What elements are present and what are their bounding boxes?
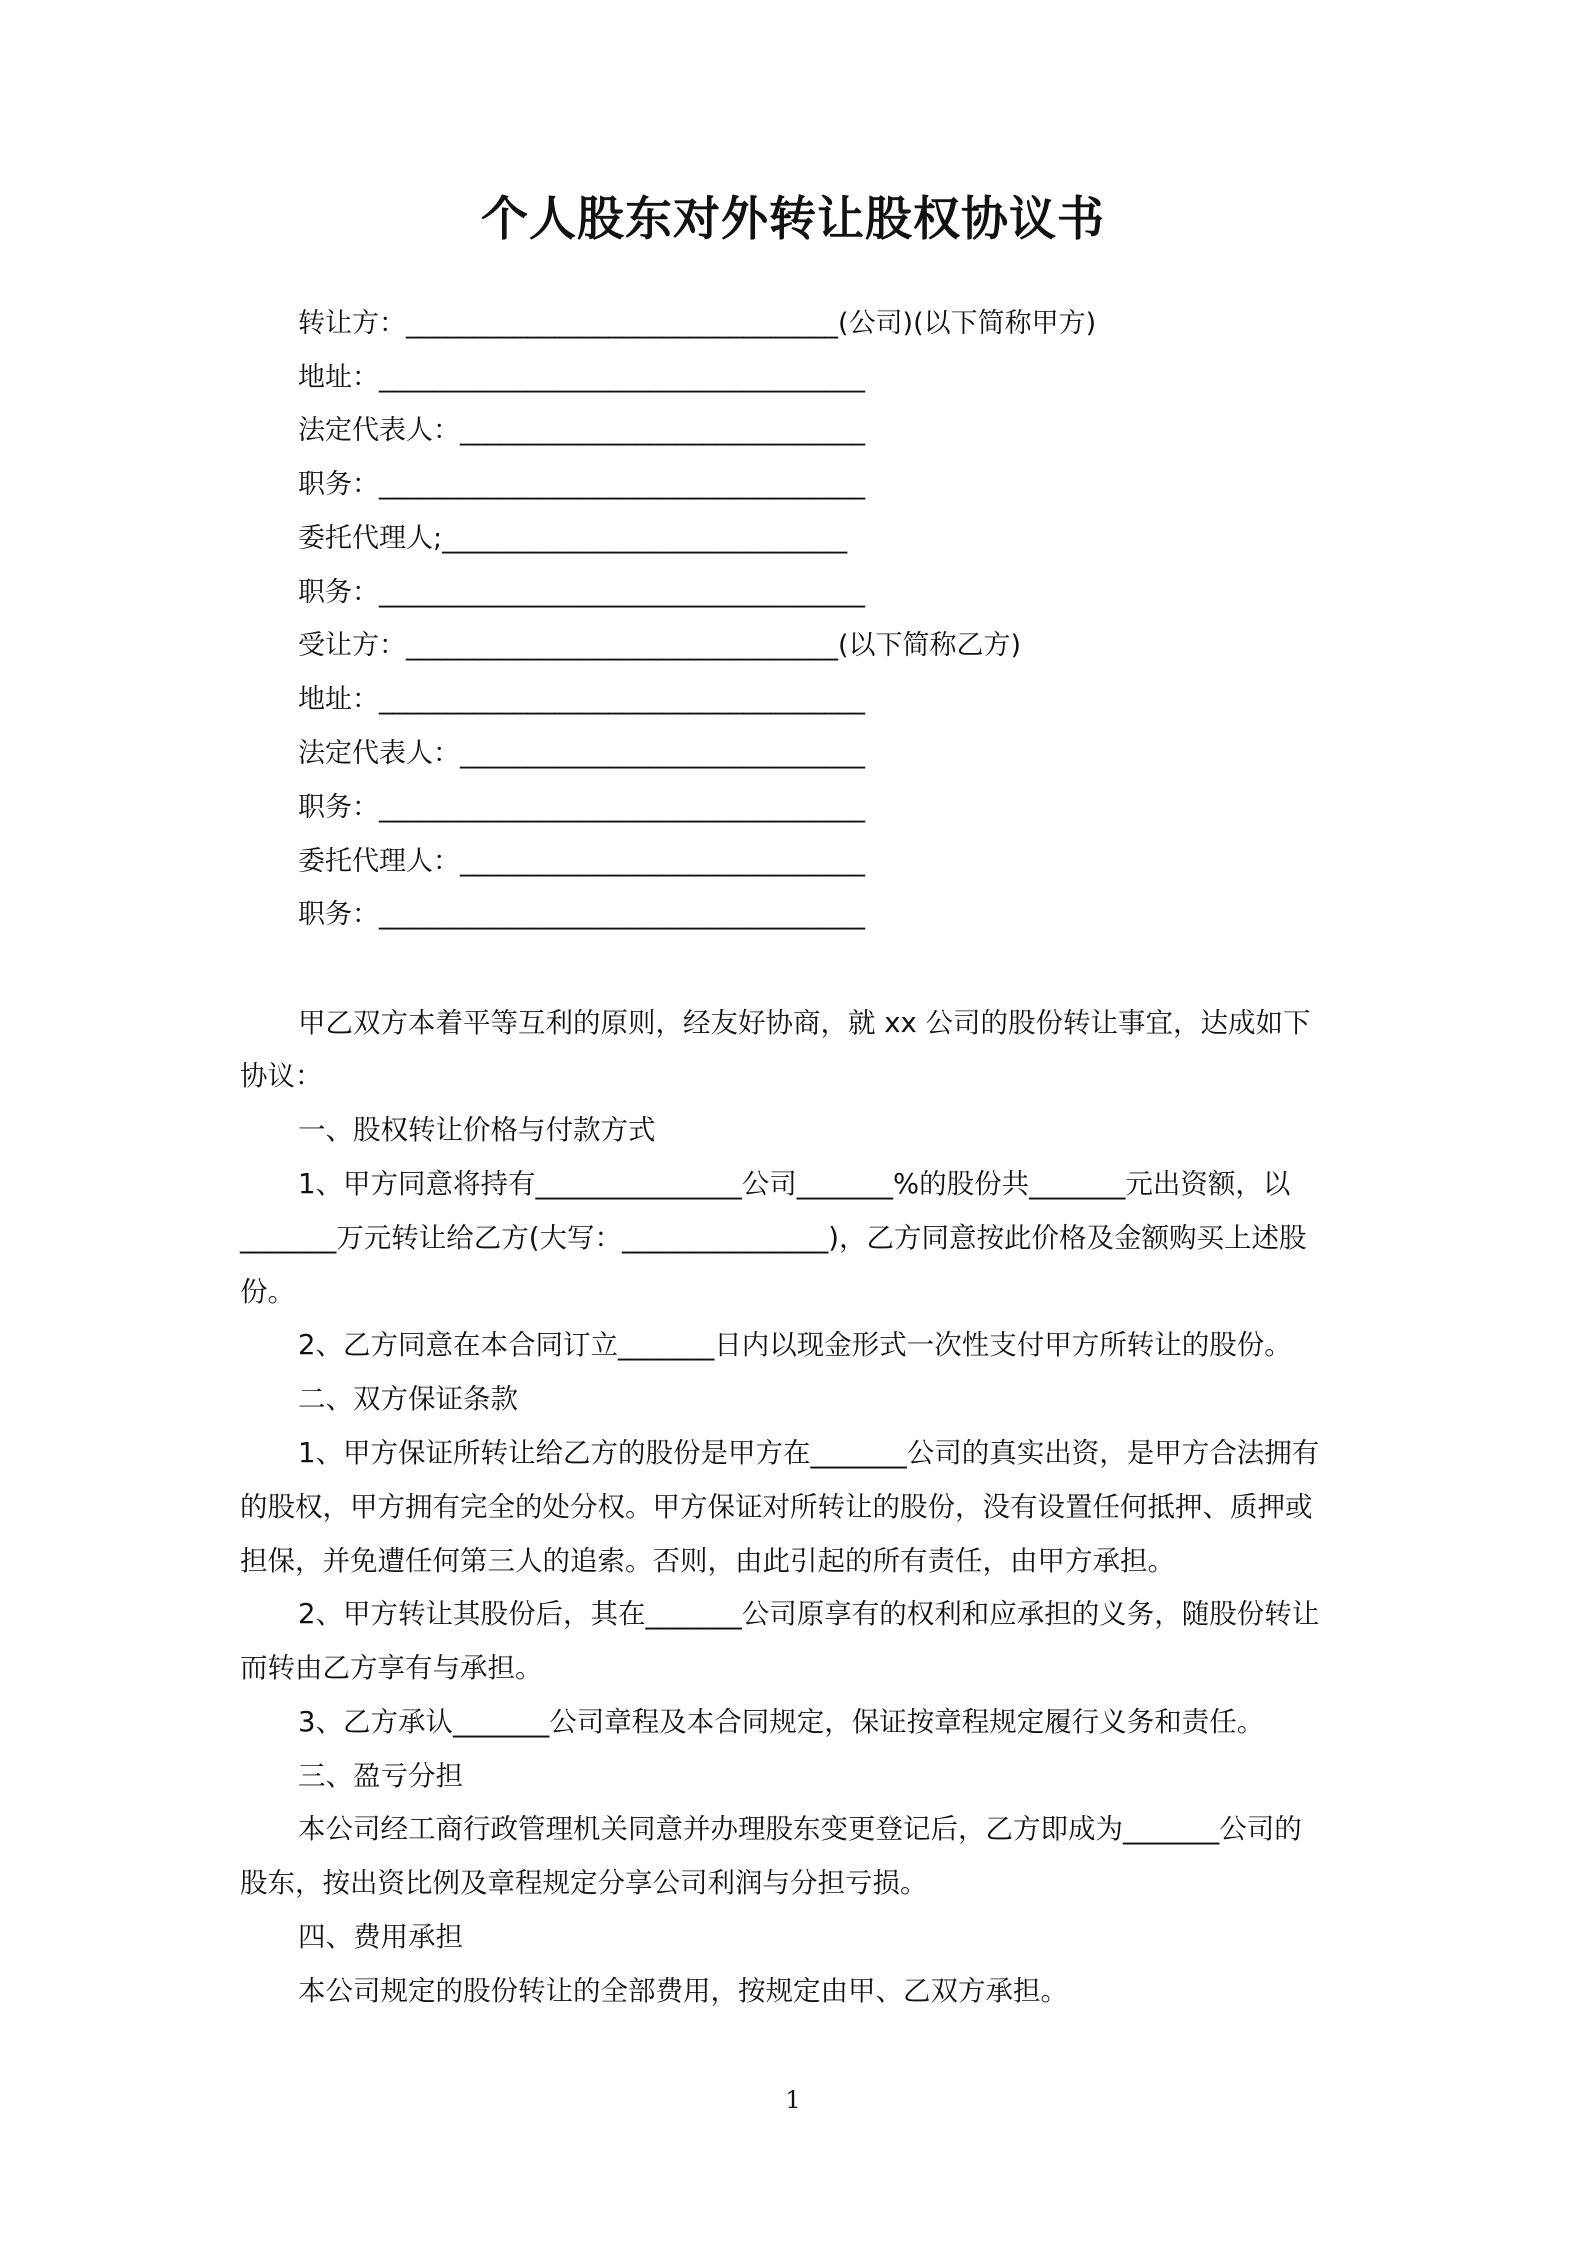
party-a-address-field: 地址：____________________________________ — [298, 362, 865, 393]
body-paragraph-line: _______万元转让给乙方(大写：_______________)，乙方同意按此价格及金额购买上述股 — [240, 1222, 1307, 1254]
body-paragraph-line: 份。 — [240, 1276, 295, 1308]
body-paragraph-line: 股东，按出资比例及章程规定分享公司利润与分担亏损。 — [240, 1867, 928, 1899]
document-title: 个人股东对外转让股权协议书 — [481, 192, 1105, 247]
party-b-legal-rep-field: 法定代表人：______________________________ — [298, 738, 865, 769]
party-a-agent-field: 委托代理人;______________________________ — [298, 523, 848, 554]
page-number: 1 — [785, 2086, 801, 2114]
section-heading-4: 四、费用承担 — [298, 1921, 463, 1953]
party-a-position-field: 职务：____________________________________ — [298, 469, 865, 500]
section-heading-1: 一、股权转让价格与付款方式 — [298, 1114, 656, 1146]
body-paragraph-line: 1、甲方保证所转让给乙方的股份是甲方在_______公司的真实出资，是甲方合法拥有 — [298, 1437, 1320, 1469]
party-b-transferee-field: 受让方：________________________________(以下简称乙方) — [298, 630, 1022, 661]
body-paragraph-line: 2、乙方同意在本合同订立_______日内以现金形式一次性支付甲方所转让的股份。 — [298, 1329, 1292, 1361]
party-a-agent-position-field: 职务：____________________________________ — [298, 577, 865, 608]
party-a-legal-rep-field: 法定代表人：______________________________ — [298, 415, 865, 446]
body-paragraph-line: 担保，并免遭任何第三人的追索。否则，由此引起的所有责任，由甲方承担。 — [240, 1545, 1175, 1577]
section-heading-2: 二、双方保证条款 — [298, 1383, 518, 1415]
party-b-agent-field: 委托代理人：______________________________ — [298, 846, 865, 877]
body-paragraph-line: 3、乙方承认_______公司章程及本合同规定，保证按章程规定履行义务和责任。 — [298, 1706, 1265, 1738]
party-b-agent-position-field: 职务：____________________________________ — [298, 899, 865, 930]
party-b-position-field: 职务：____________________________________ — [298, 792, 865, 823]
body-paragraph-line: 的股权，甲方拥有完全的处分权。甲方保证对所转让的股份，没有设置任何抵押、质押或 — [240, 1491, 1313, 1523]
section-heading-3: 三、盈亏分担 — [298, 1760, 463, 1792]
body-paragraph-line: 甲乙双方本着平等互利的原则，经友好协商，就 xx 公司的股份转让事宜，达成如下 — [298, 1007, 1311, 1039]
body-paragraph-line: 协议： — [240, 1060, 323, 1092]
party-a-transferor-field: 转让方：________________________________(公司)(以下简称甲方) — [298, 308, 1097, 339]
party-b-address-field: 地址：____________________________________ — [298, 684, 865, 715]
body-paragraph-line: 本公司经工商行政管理机关同意并办理股东变更登记后，乙方即成为_______公司的 — [298, 1813, 1302, 1845]
body-paragraph-line: 1、甲方同意将持有_______________公司_______%的股份共_______元出资额，以 — [298, 1168, 1291, 1200]
body-paragraph-line: 2、甲方转让其股份后，其在_______公司原享有的权利和应承担的义务，随股份转让 — [298, 1598, 1320, 1630]
body-paragraph-line: 本公司规定的股份转让的全部费用，按规定由甲、乙双方承担。 — [298, 1975, 1068, 2007]
body-paragraph-line: 而转由乙方享有与承担。 — [240, 1652, 543, 1684]
